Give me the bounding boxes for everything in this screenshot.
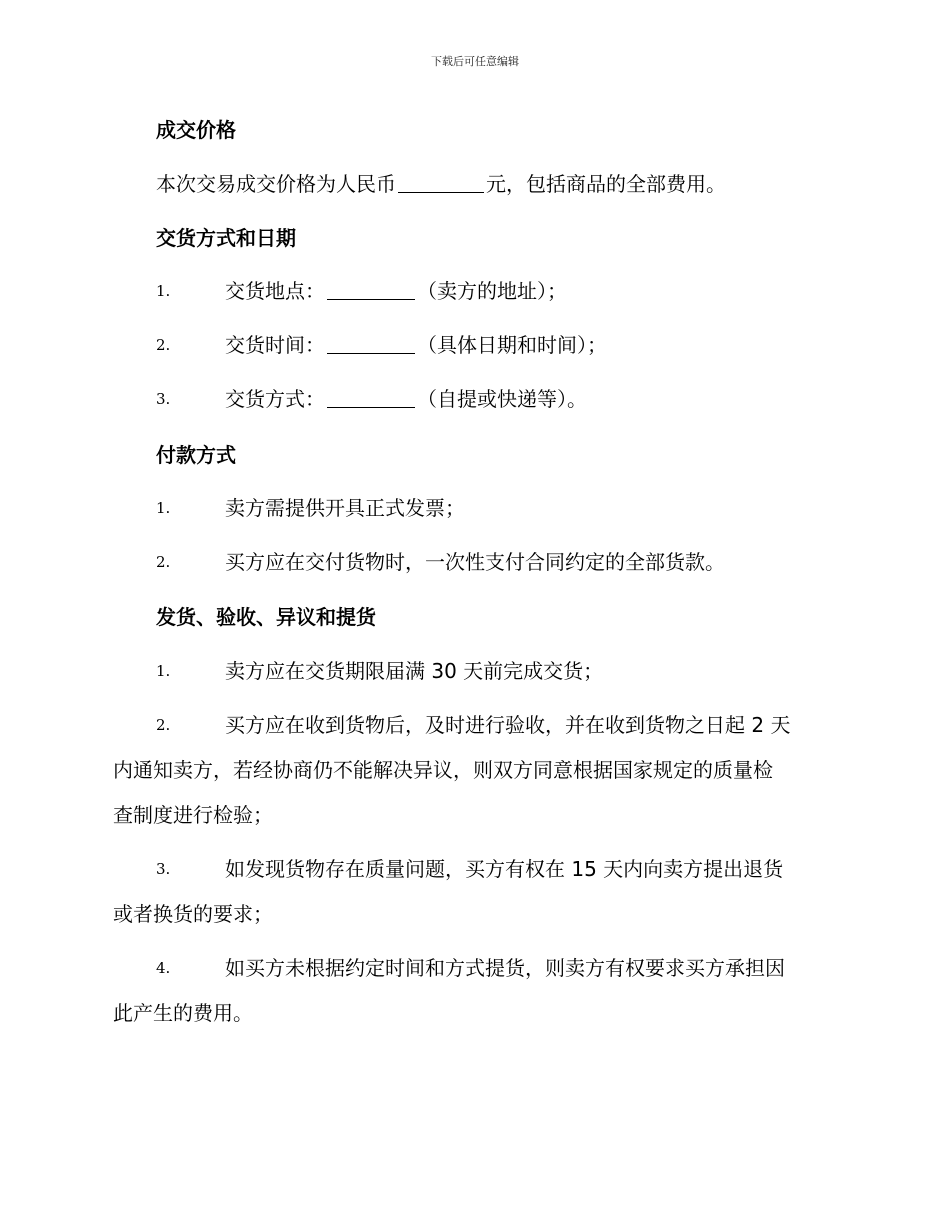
list-item	[113, 486, 841, 531]
item-line: 如买方未根据约定时间和方式提货，则卖方有权要求买方承担因	[225, 956, 785, 980]
section-heading-price: 成交价格	[156, 118, 236, 142]
item-line: 或者换货的要求；	[113, 902, 273, 926]
item-text: 卖方需提供开具正式发票；	[225, 496, 465, 520]
fill-blank	[327, 333, 415, 354]
price-paragraph	[156, 170, 726, 198]
fill-blank	[327, 387, 415, 408]
header-note: 下载后可任意编辑	[431, 55, 519, 68]
item-note: （自提或快递等）。	[417, 387, 587, 411]
price-blank	[398, 172, 484, 193]
item-number: 1.	[156, 662, 171, 680]
section-heading-payment: 付款方式	[156, 443, 236, 467]
item-number: 1.	[156, 499, 171, 517]
item-number: 4.	[156, 959, 171, 977]
item-line: 如发现货物存在质量问题，买方有权在 15 天内向卖方提出退货	[225, 857, 784, 881]
item-label: 交货时间：	[225, 333, 325, 357]
price-text-after: 元，包括商品的全部费用。	[486, 172, 726, 196]
item-number: 2.	[156, 553, 171, 571]
item-number: 1.	[156, 282, 171, 300]
item-line: 查制度进行检验；	[113, 803, 273, 827]
list-item	[113, 703, 841, 838]
list-item	[113, 377, 841, 422]
item-line: 此产生的费用。	[113, 1001, 253, 1025]
item-number: 3.	[156, 860, 171, 878]
item-line: 卖方应在交货期限届满 30 天前完成交货；	[225, 659, 604, 683]
section-heading-inspection: 发货、验收、异议和提货	[156, 605, 376, 629]
item-label: 交货方式：	[225, 387, 325, 411]
list-item	[113, 649, 841, 694]
list-item	[113, 540, 841, 585]
item-text: 买方应在交付货物时，一次性支付合同约定的全部货款。	[225, 550, 725, 574]
fill-blank	[327, 279, 415, 300]
item-label: 交货地点：	[225, 279, 325, 303]
item-number: 3.	[156, 390, 171, 408]
list-item	[113, 269, 841, 314]
item-note: （卖方的地址）；	[417, 279, 567, 303]
list-item	[113, 946, 841, 1036]
section-heading-delivery: 交货方式和日期	[156, 226, 296, 250]
item-line: 内通知卖方，若经协商仍不能解决异议，则双方同意根据国家规定的质量检	[113, 758, 773, 782]
list-item	[113, 847, 841, 937]
price-text-before: 本次交易成交价格为人民币	[156, 172, 396, 196]
list-item	[113, 323, 841, 368]
item-number: 2.	[156, 716, 171, 734]
item-note: （具体日期和时间）；	[417, 333, 607, 357]
item-number: 2.	[156, 336, 171, 354]
item-line: 买方应在收到货物后，及时进行验收，并在收到货物之日起 2 天	[225, 713, 791, 737]
